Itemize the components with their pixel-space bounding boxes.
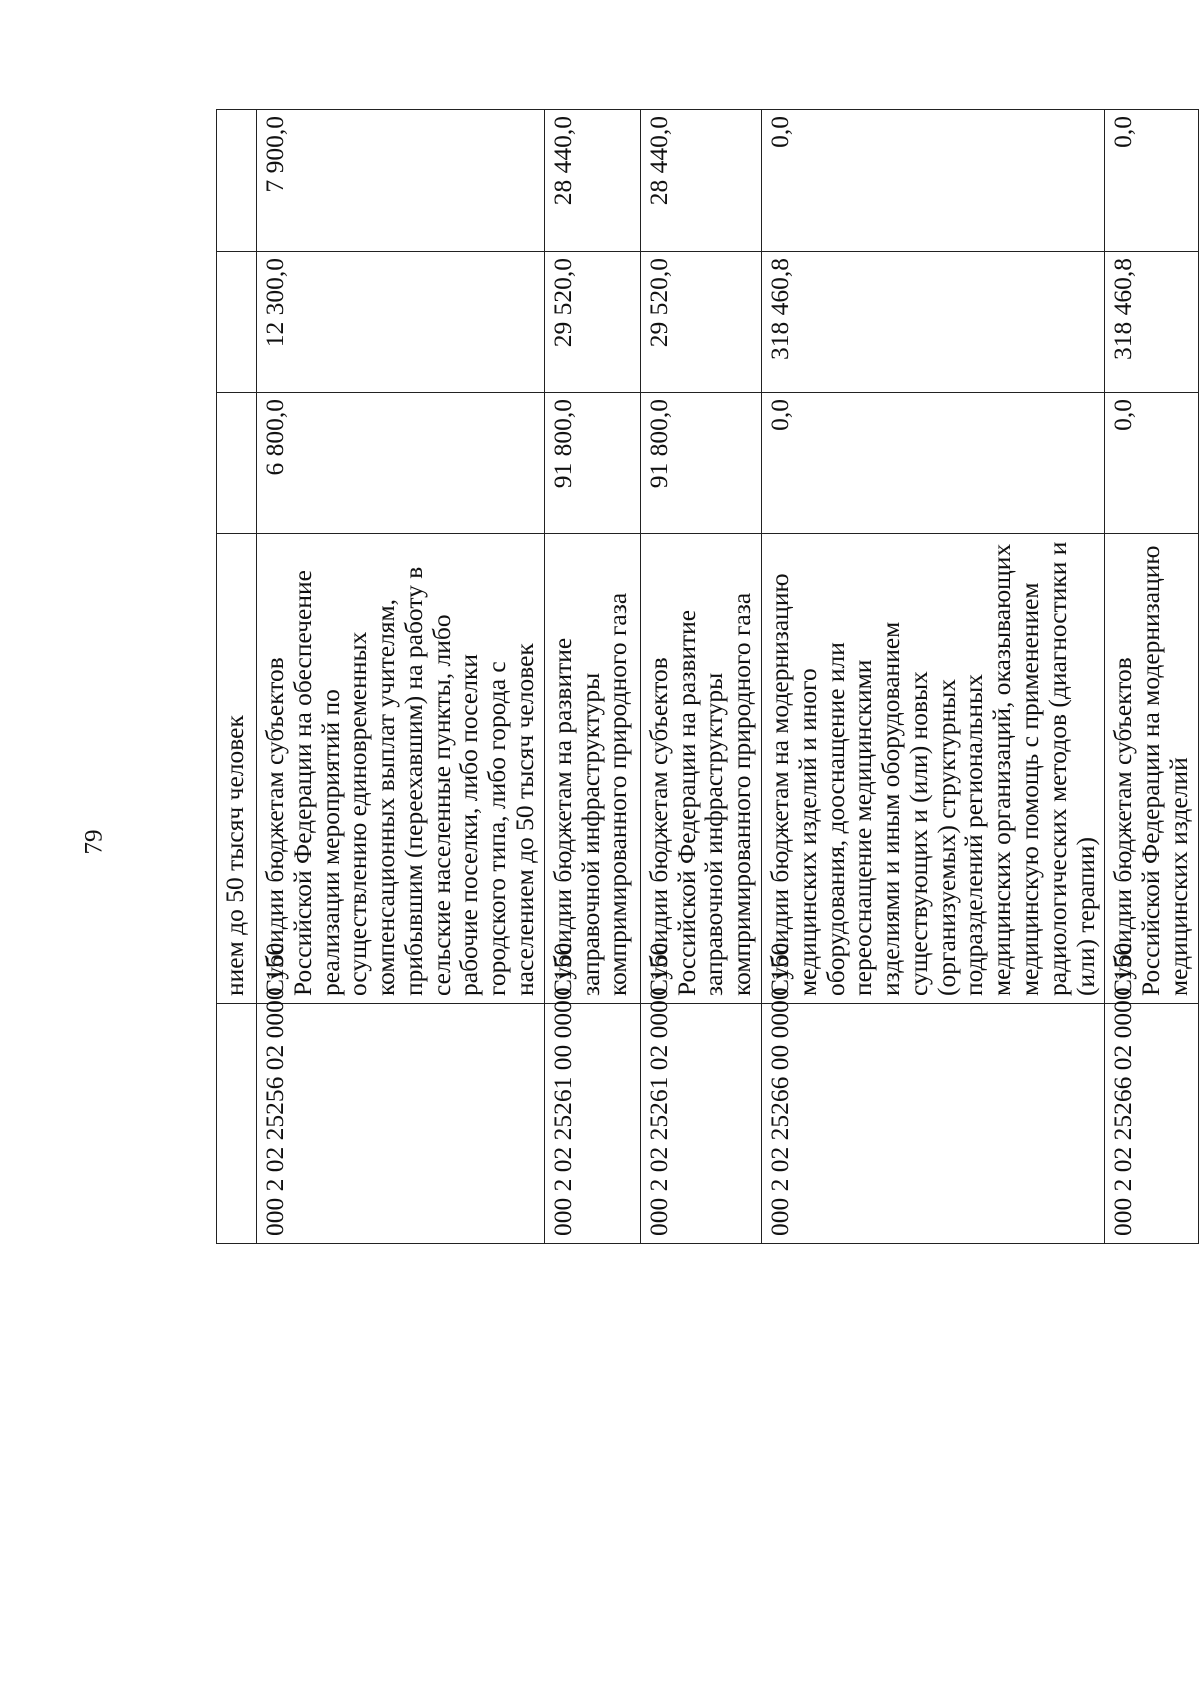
value-cell-3: [217, 110, 257, 252]
value-cell-2: 29 520,0: [544, 252, 640, 393]
table-row: [544, 110, 640, 1244]
value-cell-1: [217, 393, 257, 534]
table-container: [216, 109, 1193, 1244]
budget-table: [216, 109, 1199, 1244]
row-name-cell: Субсидии бюджетам на развитие заправочной инфраструктуры компримированного природного газа: [544, 534, 640, 1004]
row-name-cell: Субсидии бюджетам субъектов Российской Федерации на модернизацию медицинских изделий: [1105, 534, 1198, 1004]
row-code-cell: 000 2 02 25256 02 0000 150: [257, 1004, 545, 1244]
value-cell-3: 0,0: [1105, 110, 1198, 252]
value-cell-3: 28 440,0: [640, 110, 761, 252]
value-cell-1: 91 800,0: [544, 393, 640, 534]
page-number: 79: [80, 829, 108, 855]
value-cell-2: 318 460,8: [761, 252, 1104, 393]
value-cell-2: 12 300,0: [257, 252, 545, 393]
row-name-cell: нием до 50 тысяч человек: [217, 534, 257, 1004]
row-name-cell: Субсидии бюджетам субъектов Российской Федерации на обеспечение реализации мероприятий по осуществлению единовременных компенсационных выплат учителям, прибывшим (переехавшим) на работу в сельские населенные пункты, либо рабочие поселки, либо поселки городского типа, либо города с населением до 50 тысяч человек: [257, 534, 545, 1004]
table-row: [1105, 110, 1198, 1244]
value-cell-2: 318 460,8: [1105, 252, 1198, 393]
row-code-cell: 000 2 02 25261 02 0000 150: [640, 1004, 761, 1244]
value-cell-1: 0,0: [1105, 393, 1198, 534]
table-row: [640, 110, 761, 1244]
table-row: [257, 110, 545, 1244]
row-code-cell: 000 2 02 25261 00 0000 150: [544, 1004, 640, 1244]
value-cell-3: 0,0: [761, 110, 1104, 252]
row-code-cell: 000 2 02 25266 02 0000 150: [1105, 1004, 1198, 1244]
row-code-cell: 000 2 02 25266 00 0000 150: [761, 1004, 1104, 1244]
value-cell-3: 7 900,0: [257, 110, 545, 252]
value-cell-3: 28 440,0: [544, 110, 640, 252]
value-cell-1: 91 800,0: [640, 393, 761, 534]
value-cell-2: [217, 252, 257, 393]
value-cell-1: 6 800,0: [257, 393, 545, 534]
row-name-cell: Субсидии бюджетам субъектов Российской Федерации на развитие заправочной инфраструктуры компримированного природного газа: [640, 534, 761, 1004]
value-cell-2: 29 520,0: [640, 252, 761, 393]
value-cell-1: 0,0: [761, 393, 1104, 534]
row-code-cell: [217, 1004, 257, 1244]
table-row: [761, 110, 1104, 1244]
row-name-cell: Субсидии бюджетам на модернизацию медицинских изделий и иного оборудования, дооснащение или переоснащение медицинскими изделиями и иным оборудованием существующих и (или) новых (организуемых) структурных подразделений региональных медицинских организаций, оказывающих медицинскую помощь с применением радиологических методов (диагностики и (или) терапии): [761, 534, 1104, 1004]
table-row: [217, 110, 257, 1244]
